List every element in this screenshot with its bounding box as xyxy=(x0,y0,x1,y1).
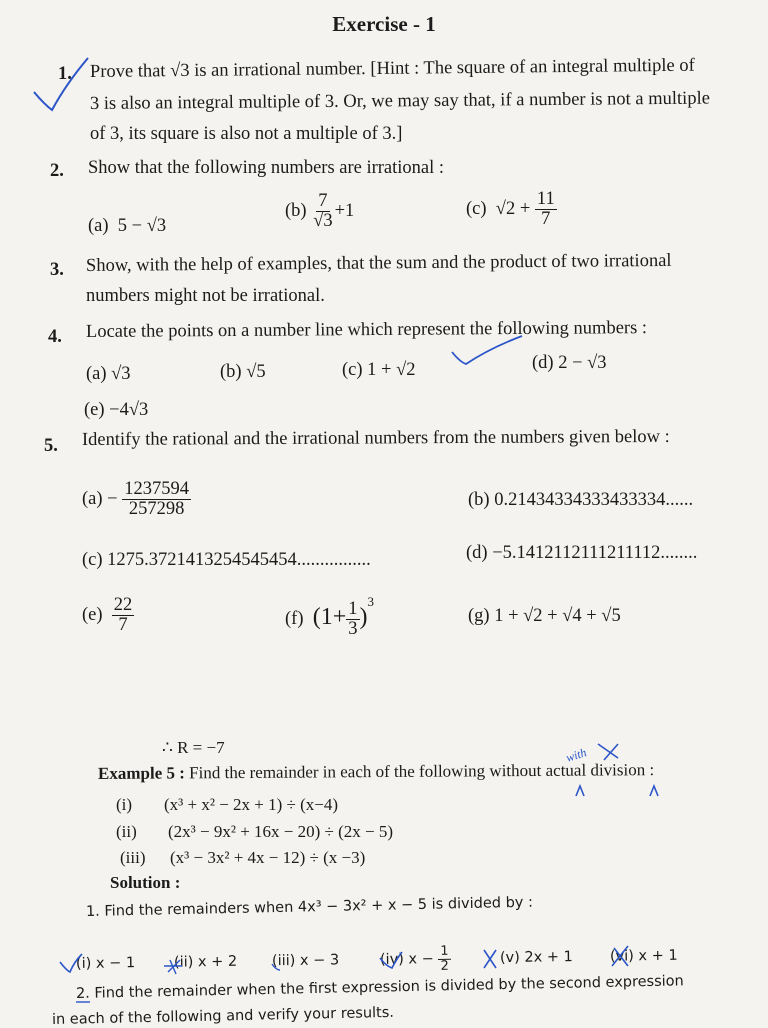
task-option-check-i xyxy=(60,954,82,972)
q5-a-label: (a) − xyxy=(82,489,118,510)
q1-check-mark xyxy=(34,58,88,110)
q5-a-denominator: 257298 xyxy=(128,499,185,520)
q5-f-exponent: 3 xyxy=(367,594,375,609)
example-i-expr: (x³ + x² − 2x + 1) ÷ (x−4) xyxy=(164,795,339,814)
q1-line2: 3 is also an integral multiple of 3. Or, we may say that, if a number is not a multiple xyxy=(89,88,710,114)
q2-c-numerator: 11 xyxy=(536,189,555,209)
q5-e-denominator: 7 xyxy=(118,615,128,636)
caret-mark-2 xyxy=(650,786,658,796)
example-ii-label: (ii) xyxy=(116,822,137,841)
q5-f-denominator: 3 xyxy=(348,619,358,640)
task-option-cross-v xyxy=(484,950,496,968)
q4-number: 4. xyxy=(48,327,62,347)
q1-line1: Prove that √3 is an irrational number. [Hint : The square of an integral multiple of xyxy=(89,55,695,82)
exercise-title: Exercise - 1 xyxy=(332,12,436,36)
q4-check-mark xyxy=(452,336,522,364)
q5-number: 5. xyxy=(44,436,58,456)
q4-option-d: (d) 2 − √3 xyxy=(532,353,607,373)
q5-option-g: (g) 1 + √2 + √4 + √5 xyxy=(468,606,621,626)
cross-mark-note xyxy=(598,744,618,760)
q5-a-numerator: 1237594 xyxy=(124,479,189,499)
task-option-check-iii xyxy=(272,964,280,970)
example-5-text: Find the remainder in each of the following without actual division : xyxy=(189,760,655,783)
q4-option-b: (b) √5 xyxy=(220,362,266,382)
task-2-line1: 2. Find the remainder when the first expression is divided by the second expression xyxy=(75,973,684,1002)
example-i-label: (i) xyxy=(116,795,133,814)
caret-mark-1 xyxy=(576,786,584,796)
q5-option-c: (c) 1275.3721413254545454................ xyxy=(82,550,371,570)
q2-a-value: 5 − √3 xyxy=(117,216,167,236)
q2-c-label: (c) xyxy=(466,199,487,220)
task-1-option-iv-pre: (iv) x − xyxy=(379,951,434,968)
task-option-check-iv xyxy=(380,952,402,968)
q5-f-label: (f) xyxy=(285,609,304,629)
task-1-iv-numerator: 1 xyxy=(438,945,450,960)
q3-number: 3. xyxy=(50,260,64,280)
task-1-iv-denominator: 2 xyxy=(440,958,449,974)
q2-c-pre: √2 + xyxy=(495,199,531,220)
task-2-line2: in each of the following and verify your results. xyxy=(51,1004,395,1028)
task-1-option-ii: (ii) x + 2 xyxy=(173,953,238,971)
q5-f-open: (1+ xyxy=(312,604,347,630)
q2-a-label: (a) xyxy=(88,216,109,236)
task-1-option-vi: (vi) x + 1 xyxy=(609,947,678,965)
q2-text: Show that the following numbers are irrational : xyxy=(88,158,445,178)
result-line: ∴ R = −7 xyxy=(162,738,225,757)
q2-b-numerator: 7 xyxy=(318,191,328,211)
q5-f-close: ) xyxy=(359,604,368,630)
task-1-option-v: (v) 2x + 1 xyxy=(499,949,573,967)
task-1-expr: 4x³ − 3x² + x − 5 xyxy=(297,896,428,916)
q5-option-b: (b) 0.21434334333433334...... xyxy=(468,490,694,510)
task-1-option-i: (i) x − 1 xyxy=(75,955,136,973)
q2-c-denominator: 7 xyxy=(541,209,551,230)
q5-f-numerator: 1 xyxy=(348,598,358,619)
q5-e-label: (e) xyxy=(82,605,103,626)
task-option-cross-vi xyxy=(612,946,628,966)
example-5-label: Example 5 : xyxy=(97,763,185,783)
q2-b-rest: +1 xyxy=(334,201,355,222)
task-1-post: is divided by : xyxy=(431,894,534,913)
example-ii-expr: (2x³ − 9x² + 16x − 20) ÷ (2x − 5) xyxy=(168,822,394,841)
q4-text: Locate the points on a number line which represent the following numbers : xyxy=(85,318,648,342)
example-iii-label: (iii) xyxy=(120,848,146,867)
q3-line2: numbers might not be irrational. xyxy=(86,286,325,306)
task-1-option-iii: (iii) x − 3 xyxy=(271,952,340,970)
q2-b-label: (b) xyxy=(285,201,307,222)
q2-b-denominator: √3 xyxy=(313,211,333,232)
q4-option-c: (c) 1 + √2 xyxy=(342,360,416,380)
q4-option-a: (a) √3 xyxy=(86,364,131,384)
q3-line1: Show, with the help of examples, that the sum and the product of two irrational xyxy=(85,250,672,276)
q2-number: 2. xyxy=(50,161,64,181)
solution-label: Solution : xyxy=(110,873,181,892)
q1-number: 1. xyxy=(58,64,72,84)
example-iii-expr: (x³ − 3x² + 4x − 12) ÷ (x −3) xyxy=(170,848,366,867)
task-option-star-ii xyxy=(164,960,182,974)
handwritten-note: with xyxy=(564,745,589,765)
q1-line3: of 3, its square is also not a multiple of 3.] xyxy=(90,124,403,144)
task-1-pre: 1. Find the remainders when xyxy=(85,899,294,920)
q5-option-d: (d) −5.1412112111211112........ xyxy=(466,543,698,563)
q5-e-numerator: 22 xyxy=(113,595,133,615)
q5-text: Identify the rational and the irrational numbers from the numbers given below : xyxy=(81,426,670,450)
q4-option-e: (e) −4√3 xyxy=(84,400,149,420)
